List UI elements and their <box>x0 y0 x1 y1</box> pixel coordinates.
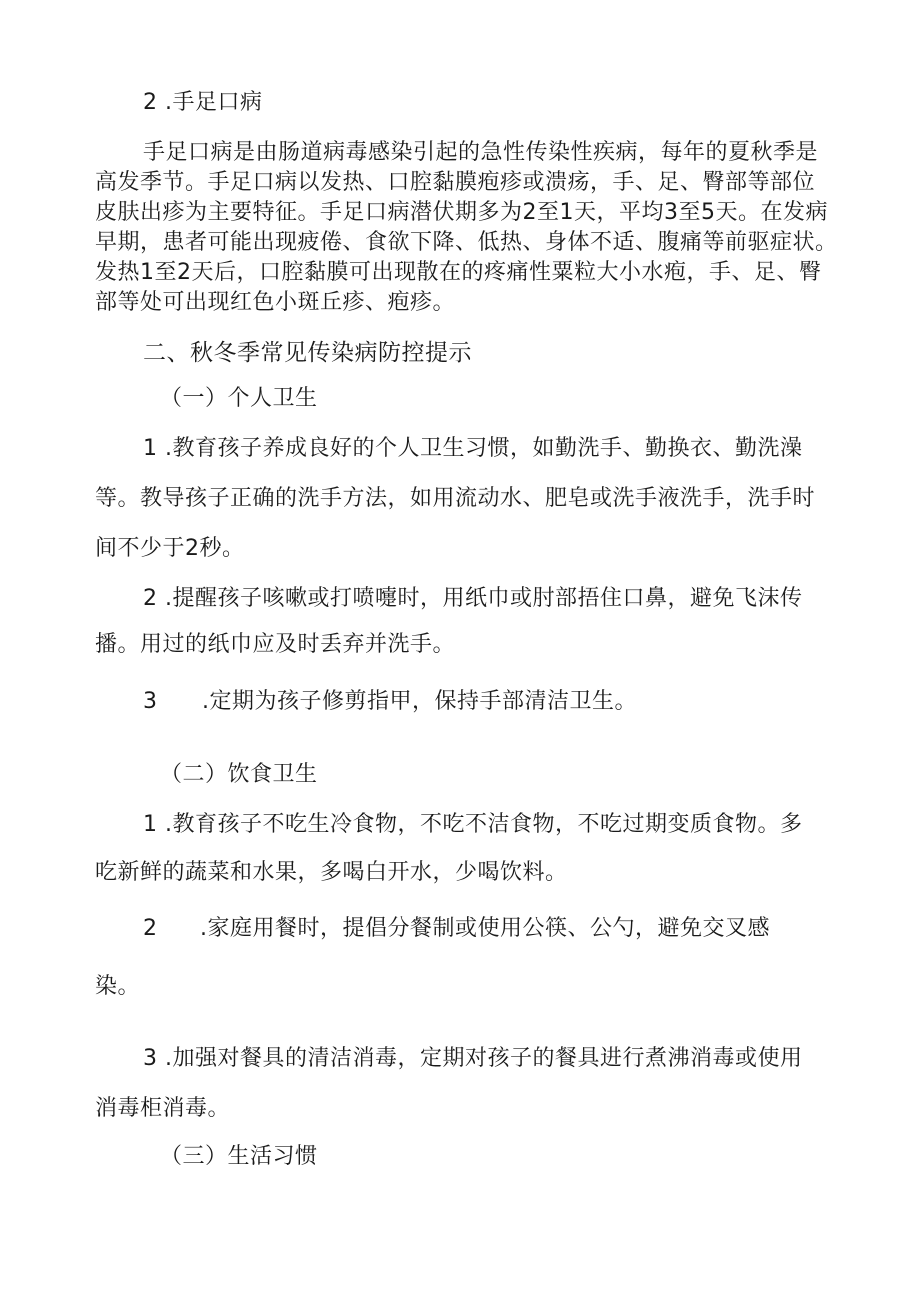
list-item-line: 1 .教育孩子养成良好的个人卫生习惯，如勤洗手、勤换衣、勤洗澡 <box>143 436 803 461</box>
subsection-title-personal: （一）个人卫生 <box>160 386 318 411</box>
paragraph-line: 发热1至2天后，口腔黏膜可出现散在的疼痛性粟粒大小水疱，手、足、臀 <box>95 260 822 285</box>
list-item-line: 1 .教育孩子不吃生冷食物，不吃不洁食物，不吃过期变质食物。多 <box>143 812 803 837</box>
list-item-number: 2 <box>143 916 158 941</box>
list-item-line: 消毒柜消毒。 <box>95 1096 231 1121</box>
list-item-line: .定期为孩子修剪指甲，保持手部清洁卫生。 <box>202 689 637 714</box>
subsection-title-habits: （三）生活习惯 <box>160 1144 318 1169</box>
list-item-line: 间不少于2秒。 <box>95 536 245 561</box>
list-item-line: 3 .加强对餐具的清洁消毒，定期对孩子的餐具进行煮沸消毒或使用 <box>143 1046 803 1071</box>
subsection-title-diet: （二）饮食卫生 <box>160 762 318 787</box>
list-item-line: 吃新鲜的蔬菜和水果，多喝白开水，少喝饮料。 <box>95 860 568 885</box>
list-item-line: 2 .提醒孩子咳嗽或打喷嚏时，用纸巾或肘部捂住口鼻，避免飞沫传 <box>143 586 803 611</box>
list-item-line: 染。 <box>95 974 141 999</box>
paragraph-line: 早期，患者可能出现疲倦、食欲下降、低热、身体不适、腹痛等前驱症状。 <box>95 230 838 255</box>
list-item-line: .家庭用餐时，提倡分餐制或使用公筷、公勺，避免交叉感 <box>200 916 770 941</box>
list-item-number: 3 <box>143 689 158 714</box>
paragraph-line: 皮肤出疹为主要特征。手足口病潜伏期多为2至1天，平均3至5天。在发病 <box>95 200 828 225</box>
list-item-line: 播。用过的纸巾应及时丢弃并洗手。 <box>95 632 456 657</box>
paragraph-line: 手足口病是由肠道病毒感染引起的急性传染性疾病，每年的夏秋季是 <box>143 140 819 165</box>
section-heading: 二、秋冬季常见传染病防控提示 <box>143 340 472 366</box>
section-title-hfmd: 2 .手足口病 <box>143 90 263 115</box>
paragraph-line: 高发季节。手足口病以发热、口腔黏膜疱疹或溃疡，手、足、臀部等部位 <box>95 170 816 195</box>
paragraph-line: 部等处可出现红色小斑丘疹、疱疹。 <box>95 290 456 315</box>
list-item-line: 等。教导孩子正确的洗手方法，如用流动水、肥皂或洗手液洗手，洗手时 <box>95 486 816 511</box>
